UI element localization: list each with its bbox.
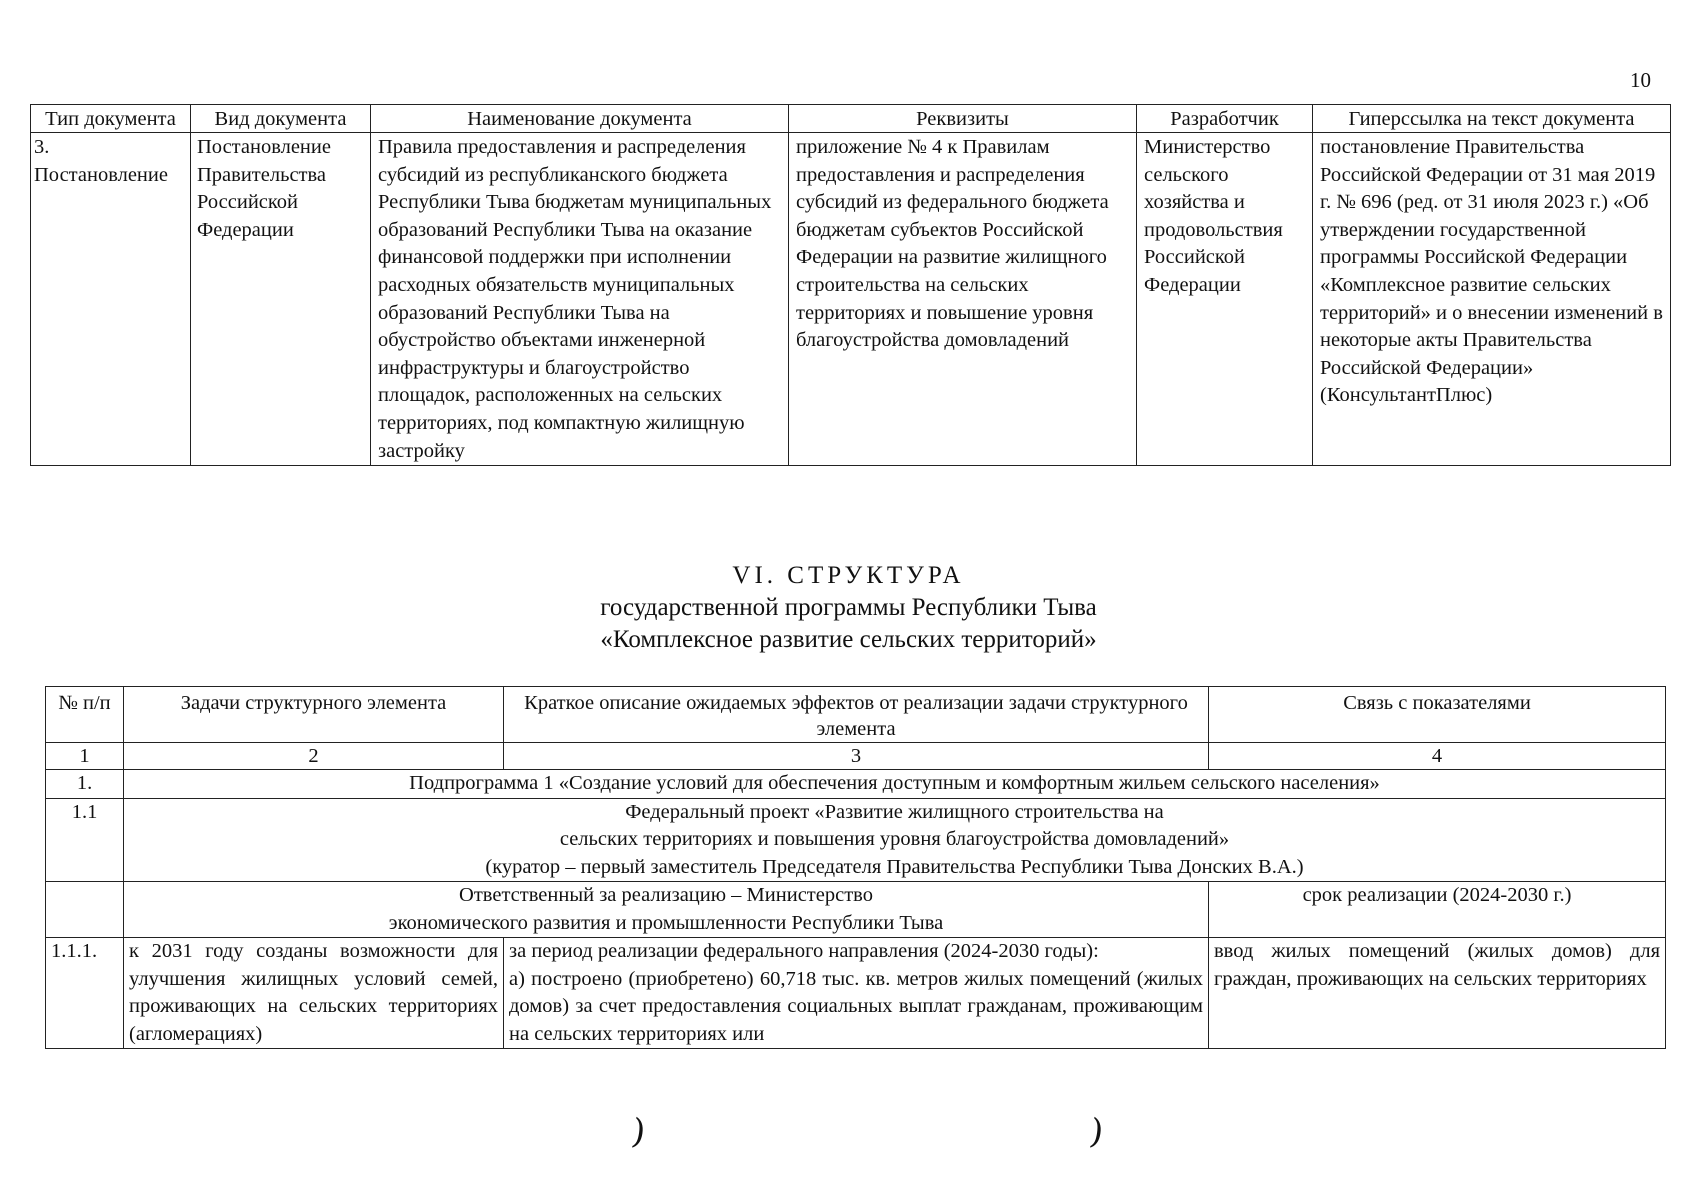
page-number: 10 (1630, 68, 1651, 92)
responsible-cell (124, 882, 1209, 938)
indicator-cell: ввод жилых помещений (жилых домов) для граждан, проживающих на сельских территориях (1209, 938, 1666, 1049)
table-header-row (46, 687, 1666, 743)
subprogram-title: Подпрограмма 1 «Создание условий для обеспечения доступным и комфортным жильем сельского населения» (124, 770, 1666, 799)
requisites-cell: приложение № 4 к Правилам предоставления и распределения субсидий из федерального бюджета бюджетам субъектов Российской Федерации на развитие жилищного строительства на сельских территориях и повышение уровня благоустройства домовладений (789, 133, 1137, 466)
section-subtitle-line1: государственной программы Республики Тыва (600, 594, 1097, 621)
column-number: 1 (46, 743, 124, 770)
structure-table (45, 686, 1666, 1049)
item-number: 1.1.1. (46, 938, 124, 1049)
project-row (46, 798, 1666, 882)
doc-name-cell: Правила предоставления и распределения субсидий из республиканского бюджета Республики Тыва бюджетам муниципальных образований Республики Тыва на оказание финансовой поддержки при исполнении расходных обязательств муниципальных образований Республики Тыва на обустройство объектами инженерной инфраструктуры и благоустройство площадок, расположенных на сельских территориях, под компактную жилищную застройку (371, 133, 789, 466)
column-number-row (46, 743, 1666, 770)
project-number: 1.1 (46, 798, 124, 882)
documents-table (30, 104, 1671, 466)
header-doc-kind: Вид документа (191, 105, 371, 133)
header-hyperlink: Гиперссылка на текст документа (1313, 105, 1671, 133)
column-number: 3 (504, 743, 1209, 770)
doc-kind-cell: Постановление Правительства Российской Федерации (191, 133, 371, 466)
hyperlink-cell: постановление Правительства Российской Федерации от 31 мая 2019 г. № 696 (ред. от 31 июля 2023 г.) «Об утверждении государственной программы Российской Федерации «Комплексное развитие сельских территорий» и о внесении изменений в некоторые акты Правительства Российской Федерации» (КонсультантПлюс) (1313, 133, 1671, 466)
developer-cell: Министерство сельского хозяйства и продовольствия Российской Федерации (1137, 133, 1313, 466)
effect-intro: за период реализации федерального направления (2024-2030 годы): (509, 940, 1099, 962)
effect-cell (504, 938, 1209, 1049)
task-cell: к 2031 году созданы возможности для улучшения жилищных условий семей, проживающих на сельских территориях (агломерациях) (124, 938, 504, 1049)
project-title-line1: Федеральный проект «Развитие жилищного строительства на (625, 800, 1164, 823)
table-row (46, 938, 1666, 1049)
section-subtitle-line2: «Комплексное развитие сельских территорий» (600, 626, 1097, 653)
header-requisites: Реквизиты (789, 105, 1137, 133)
project-title (124, 798, 1666, 882)
column-number: 4 (1209, 743, 1666, 770)
section-heading: VI. СТРУКТУРА (732, 562, 965, 589)
responsible-line2: экономического развития и промышленности Республики Тыва (388, 911, 944, 934)
header-doc-type: Тип документа (31, 105, 191, 133)
header-number: № п/п (46, 687, 124, 743)
table-row (31, 133, 1671, 466)
effect-item-a: а) построено (приобретено) 60,718 тыс. кв. метров жилых помещений (жилых домов) за счет предоставления социальных выплат гражданам, проживающим на сельских территориях или (509, 967, 1203, 1045)
header-indicators: Связь с показателями (1209, 687, 1666, 743)
header-doc-name: Наименование документа (371, 105, 789, 133)
subprogram-number: 1. (46, 770, 124, 799)
doc-type-cell: 3. Постановление (31, 133, 191, 466)
bracket-mark: ) (629, 1111, 648, 1153)
responsible-row (46, 882, 1666, 938)
project-title-line2: сельских территориях и повышения уровня благоустройства домовладений» (559, 828, 1230, 850)
header-developer: Разработчик (1137, 105, 1313, 133)
table-header-row (31, 105, 1671, 133)
responsible-line1: Ответственный за реализацию – Министерство (459, 884, 873, 906)
term-cell: срок реализации (2024-2030 г.) (1209, 882, 1666, 938)
section-title (0, 560, 1697, 656)
column-number: 2 (124, 743, 504, 770)
header-effects: Краткое описание ожидаемых эффектов от реализации задачи структурного элемента (504, 687, 1209, 743)
subprogram-row (46, 770, 1666, 799)
bracket-mark: ) (1087, 1111, 1106, 1153)
empty-cell (46, 882, 124, 938)
header-tasks: Задачи структурного элемента (124, 687, 504, 743)
project-curator: (куратор – первый заместитель Председателя Правительства Республики Тыва Донских В.А.) (485, 855, 1304, 878)
